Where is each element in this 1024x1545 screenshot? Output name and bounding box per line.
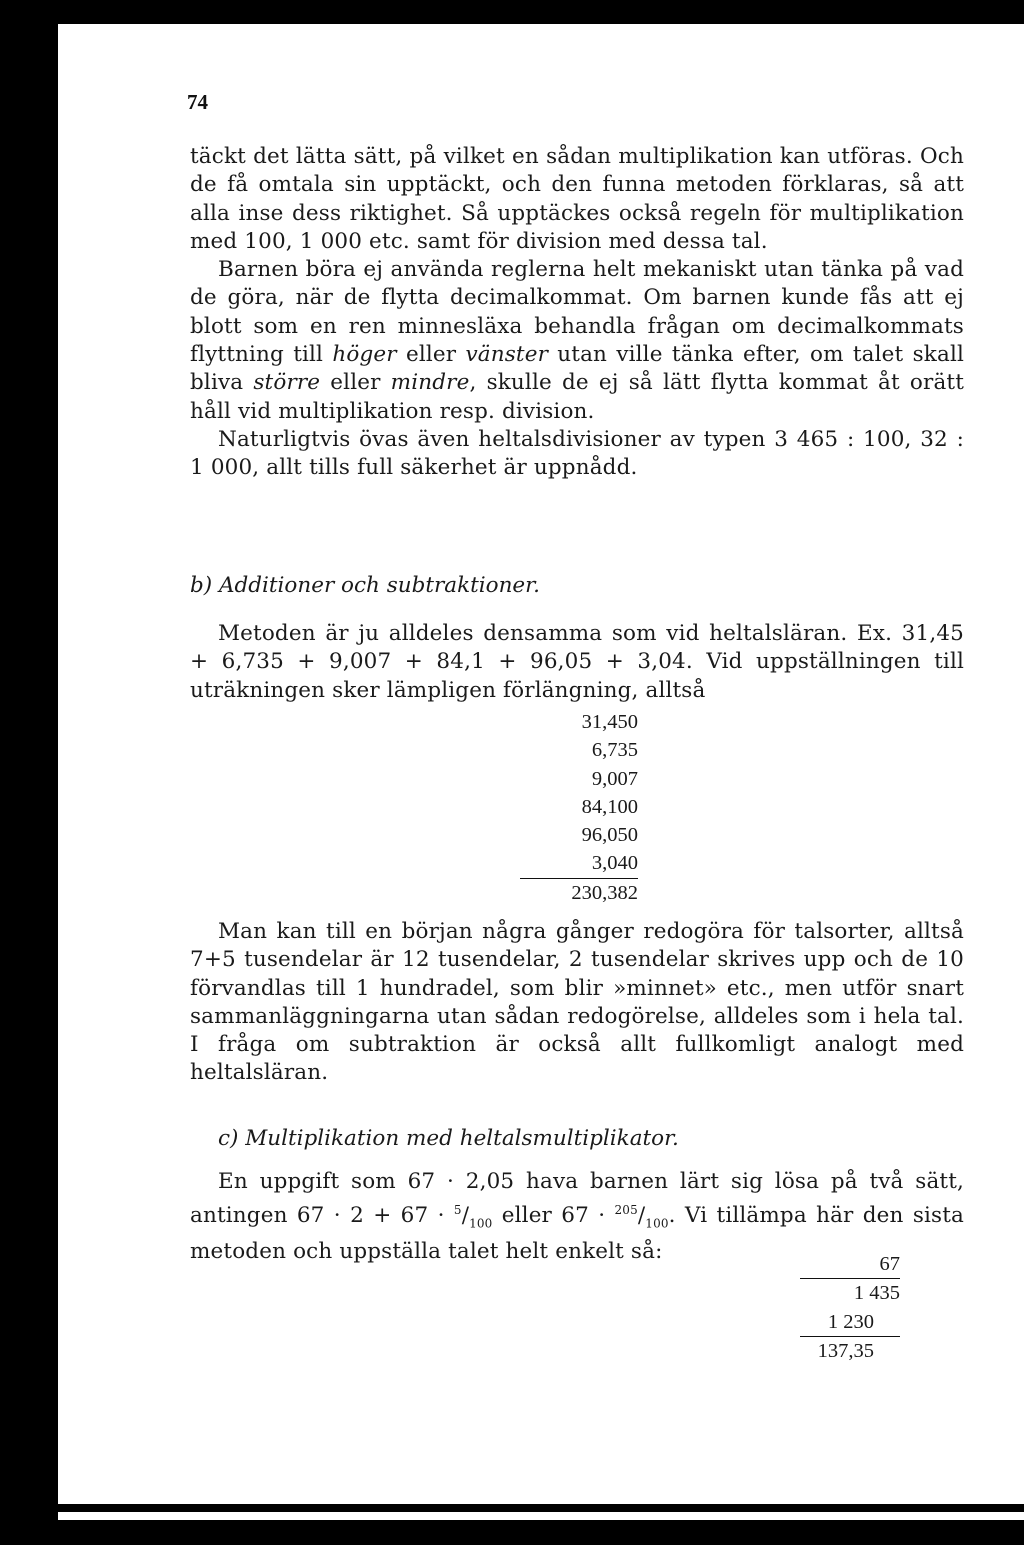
p6-text-2: eller 67 ·: [492, 1203, 615, 1229]
multiplication-column: [800, 1250, 900, 1365]
paragraph-2: [190, 256, 964, 426]
p6-text-3: . Vi tillämpa här den sista metoden och uppställa talet helt enkelt så:: [190, 1203, 965, 1265]
paragraph-5: Man kan till en början några gånger redogöra för talsorter, alltså 7+5 tusendelar är 12 tusendelar, 2 tusendelar skrives upp och de 10 förvandlas till 1 hundradel, som blir »minnet» etc., men utför snart sammanläggningarna utan sådan redogörelse, alldeles som i hela tal. I fråga om subtraktion är också allt fullkomligt analogt med heltalsläran.: [190, 919, 964, 1086]
text-block-1: [190, 143, 964, 483]
p2-emph-4: mindre: [390, 370, 470, 396]
p2-emph-3: större: [253, 370, 321, 396]
margin-bar-middle: [22, 1000, 26, 1172]
partial-product: 1 230: [827, 1310, 874, 1333]
heading-b: b) Additioner och subtraktioner.: [190, 573, 540, 598]
page-number: 74: [187, 90, 208, 114]
section-c: [190, 1125, 964, 1153]
p2-text-4: eller: [320, 370, 391, 396]
bottom-rule: [58, 1512, 1024, 1520]
p2-text-3: utan ville tänka efter, om talet skall bliva: [190, 342, 965, 396]
addition-column: [520, 708, 638, 907]
p2-text-1: Barnen böra ej använda reglerna helt mekaniskt utan tänka på vad de göra, när de flytta decimalkommat. Om barnen kunde fås att ej blott som en ren minnesläxa behandla frågan om decimalkommats flyttning till: [190, 257, 964, 368]
margin-bar-top: [22, 188, 26, 348]
p2-text-2: eller: [396, 342, 466, 368]
heading-c: c) Multiplikation med heltalsmultiplikator.: [218, 1126, 679, 1151]
p6-text-1: En uppgift som 67 · 2,05 hava barnen lärt sig lösa på två sätt, antingen 67 · 2 + 67 ·: [190, 1169, 964, 1229]
p2-emph-1: höger: [332, 342, 397, 368]
addend: 3,040: [591, 852, 638, 875]
paragraph-6: En uppgift som 67 · 2,05 hava barnen lärt sig lösa på två sätt, antingen $67 \cdot 2 + 67 \cdot ^5/_{100}$ eller $67 \cdot ^{205}/_{100}$. Vi tillämpa här den sista metoden och uppställa talet helt enkelt så:: [190, 1169, 965, 1265]
p2-text-5: , skulle de ej så lätt flytta kommat åt orätt håll vid multiplikation resp. division.: [190, 370, 965, 424]
addend: 84,100: [581, 795, 638, 818]
addend: 31,450: [581, 711, 638, 733]
multiplier: 67: [879, 1253, 900, 1275]
p2-emph-2: vänster: [465, 342, 549, 368]
paragraph-1: täckt det lätta sätt, på vilket en sådan multiplikation kan utföras. Och de få omtala sin upptäckt, och den funna metoden förklaras, så att alla inse dess riktighet. Så upptäckes också regeln för multiplikation med 100, 1 000 etc. samt för division med dessa tal.: [190, 144, 964, 254]
fraction-1-numerator: 5: [453, 1203, 462, 1218]
addend: 6,735: [591, 739, 638, 762]
addend: 9,007: [591, 767, 638, 790]
fraction-2-denominator: 100: [645, 1216, 669, 1231]
partial-product: 1 435: [800, 1278, 900, 1307]
addition-sum: 230,382: [520, 878, 638, 907]
fraction-2-numerator: 205: [614, 1203, 638, 1218]
text-block-3: [190, 918, 964, 1088]
section-b: [190, 572, 964, 600]
text-block-2: [190, 620, 964, 705]
margin-bar-bottom: [14, 1380, 18, 1500]
paragraph-4: Metoden är ju alldeles densamma som vid heltalsläran. Ex. 31,45 + 6,735 + 9,007 + 84,1 + 96,05 + 3,04. Vid uppställningen till uträkningen sker lämpligen förlängning, alltså: [190, 621, 964, 703]
paragraph-3: Naturligtvis övas även heltalsdivisioner av typen 3 465 : 100, 32 : 1 000, allt tills full säkerhet är uppnådd.: [190, 426, 964, 481]
product: 137,35: [800, 1336, 900, 1365]
addend: 96,050: [581, 824, 638, 847]
fraction-1-denominator: 100: [469, 1216, 493, 1231]
